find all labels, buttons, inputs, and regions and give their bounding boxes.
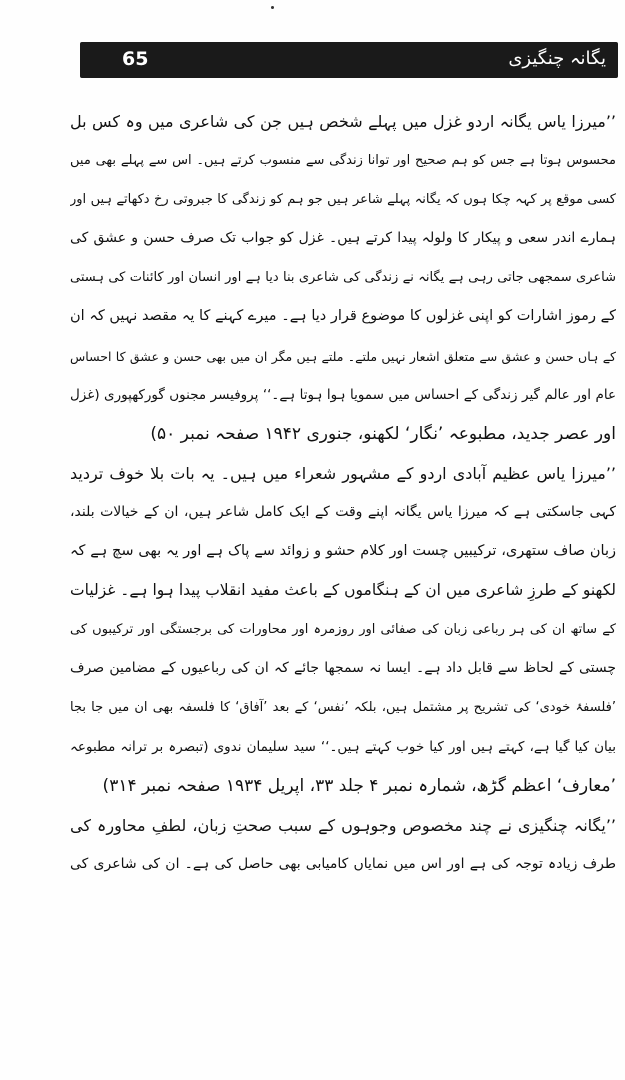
text-line: کے ساتھ ان کی ہر رباعی زبان کی صفائی اور روزمرہ اور محاورات کی برجستگی اور ترکیبوں کی bbox=[70, 622, 616, 638]
page-header-bar bbox=[80, 42, 618, 78]
text-line: ’’میرزا یاس عظیم آبادی اردو کے مشہور شعراء میں ہیں۔ یہ بات بلا خوف تردید bbox=[70, 463, 616, 483]
body-text bbox=[70, 102, 616, 884]
text-line: ’معارف‘ اعظم گڑھ، شمارہ نمبر ۴ جلد ۳۳، اپریل ۱۹۳۴ صفحہ نمبر ۳۱۴) bbox=[102, 775, 616, 796]
text-line: کے رموز اشارات کو اپنی غزلوں کا موضوع قرار دیا ہے۔ میرے کہنے کا یہ مقصد نہیں کہ ان bbox=[70, 308, 616, 325]
text-line: کے ہاں حسن و عشق سے متعلق اشعار نہیں ملتے۔ ملتے ہیں مگر ان میں بھی حسن و عشق کا احساس bbox=[70, 348, 616, 364]
text-line: ہمارے اندر سعی و پیکار کا ولولہ پیدا کرتے ہیں۔ غزل کو جواب تک صرف حسن و عشق کی bbox=[70, 230, 616, 247]
running-head-title: یگانہ چنگیزی bbox=[508, 48, 606, 69]
text-line: اور عصر جدید، مطبوعہ ’نگار‘ لکھنو، جنوری ۱۹۴۲ صفحہ نمبر ۵۰) bbox=[150, 423, 616, 444]
text-line: شاعری سمجھی جاتی رہی ہے یگانہ نے زندگی کی شاعری بنا دیا ہے اور انسان اور کائنات کی ہستی bbox=[70, 270, 616, 286]
text-line: محسوس ہوتا ہے جس کو ہم صحیح اور توانا زندگی سے منسوب کرتے ہیں۔ اس سے پہلے بھی میں bbox=[70, 153, 616, 169]
text-line: زبان صاف ستھری، ترکیبیں چست اور کلام حشو و زوائد سے پاک ہے اور یہ بھی سچ ہے کہ bbox=[70, 543, 616, 560]
text-line: ’’یگانہ چنگیزی نے چند مخصوص وجوہوں کے سبب صحتِ زبان، لطفِ محاورہ کی bbox=[70, 815, 616, 835]
text-line: ’فلسفۂ خودی‘ کی تشریح پر مشتمل ہیں، بلکہ ’نفس‘ کے بعد ’آفاق‘ کا فلسفہ بھی ان میں جا بجا bbox=[70, 700, 616, 716]
text-line: ’’میرزا یاس یگانہ اردو غزل میں پہلے شخص ہیں جن کی شاعری میں وہ کس بل bbox=[70, 112, 616, 131]
text-line: عام اور عالم گیر زندگی کے احساس میں سمویا ہوا ہوتا ہے۔‘‘ پروفیسر مجنوں گورکھپوری (غزل bbox=[70, 386, 616, 403]
text-line: لکھنو کے طرزِ شاعری میں ان کے ہنگاموں کے باعث مفید انقلاب پیدا ہوا ہے۔ غزلیات bbox=[70, 581, 616, 600]
text-line: طرف زیادہ توجہ کی ہے اور اس میں نمایاں کامیابی بھی حاصل کی ہے۔ ان کی شاعری کی bbox=[70, 855, 616, 872]
page-number: 65 bbox=[122, 48, 149, 70]
text-line: کسی موقع پر کہہ چکا ہوں کہ یگانہ پہلے شاعر ہیں جو ہم کو زندگی کا جبروتی رخ دکھاتے ہیں اور bbox=[70, 192, 616, 208]
text-line: کہی جاسکتی ہے کہ میرزا یاس یگانہ اپنے وقت کے ایک کامل شاعر ہیں، ان کے خیالات بلند، bbox=[70, 503, 616, 520]
print-speck bbox=[271, 6, 274, 9]
text-line: بیان کیا گیا ہے، کہتے ہیں اور کیا خوب کہتے ہیں۔‘‘ سید سلیمان ندوی (تبصرہ بر ترانہ مطبوعہ bbox=[70, 738, 616, 755]
text-line: چستی کے لحاظ سے قابل داد ہے۔ ایسا نہ سمجھا جائے کہ ان کی رباعیوں کے مضامین صرف bbox=[70, 660, 616, 677]
